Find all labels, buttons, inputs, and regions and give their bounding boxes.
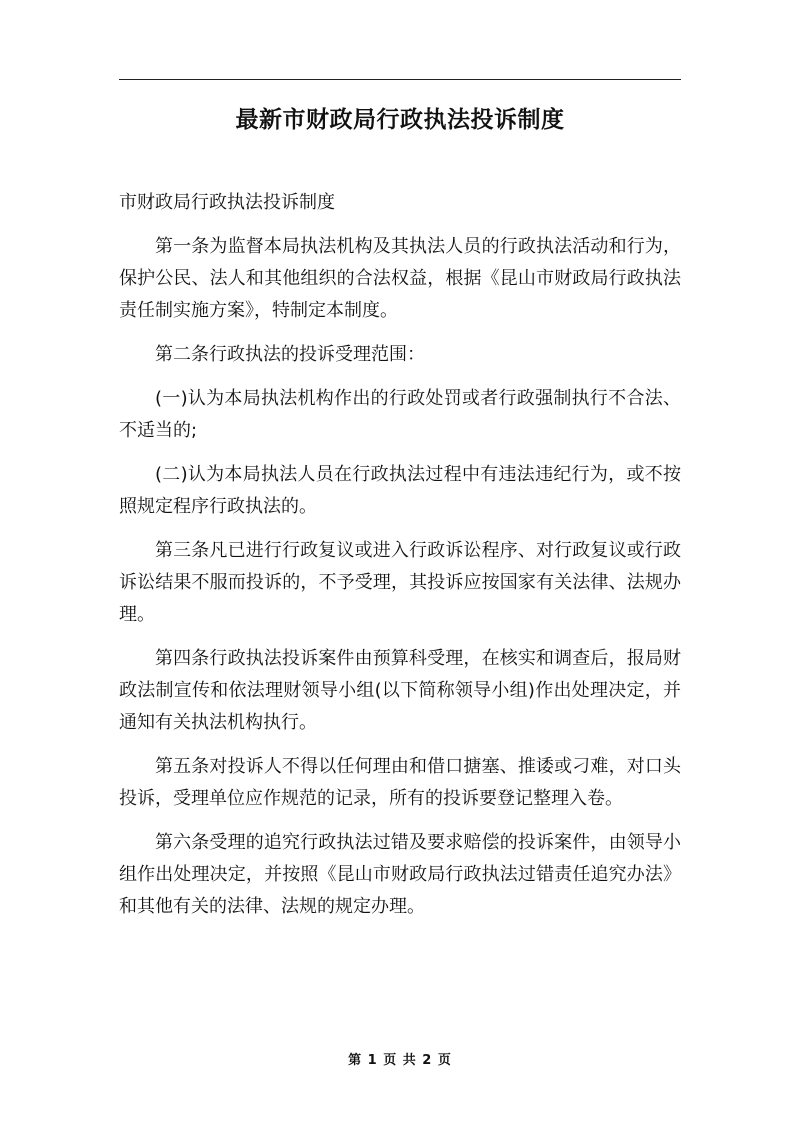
document-title: 最新市财政局行政执法投诉制度 [235,107,565,133]
document-subtitle: 市财政局行政执法投诉制度 [119,192,335,213]
paragraph-item-1: (一)认为本局执法机构作出的行政处罚或者行政强制执行不合法、不适当的; [119,388,681,441]
paragraph-article-5: 第五条对投诉人不得以任何理由和借口搪塞、推诿或刁难，对口头投诉，受理单位应作规范的记录，所有的投诉要登记整理入卷。 [119,756,681,809]
paragraph-article-2: 第二条行政执法的投诉受理范围： [155,344,425,365]
paragraph-item-2: (二)认为本局执法人员在行政执法过程中有违法违纪行为，或不按照规定程序行政执法的。 [119,464,681,517]
header-rule [119,79,681,80]
page-number: 第 1 页 共 2 页 [348,1053,452,1068]
paragraph-article-1: 第一条为监督本局执法机构及其执法人员的行政执法活动和行为，保护公民、法人和其他组织的合法权益，根据《昆山市财政局行政执法责任制实施方案》，特制定本制度。 [119,236,681,321]
paragraph-article-4: 第四条行政执法投诉案件由预算科受理，在核实和调查后，报局财政法制宣传和依法理财领导小组(以下简称领导小组)作出处理决定，并通知有关执法机构执行。 [119,648,681,733]
paragraph-article-6: 第六条受理的追究行政执法过错及要求赔偿的投诉案件，由领导小组作出处理决定，并按照《昆山市财政局行政执法过错责任追究办法》和其他有关的法律、法规的规定办理。 [119,832,681,917]
paragraph-article-3: 第三条凡已进行行政复议或进入行政诉讼程序、对行政复议或行政诉讼结果不服而投诉的，不予受理，其投诉应按国家有关法律、法规办理。 [119,540,681,625]
document-body [119,187,681,935]
